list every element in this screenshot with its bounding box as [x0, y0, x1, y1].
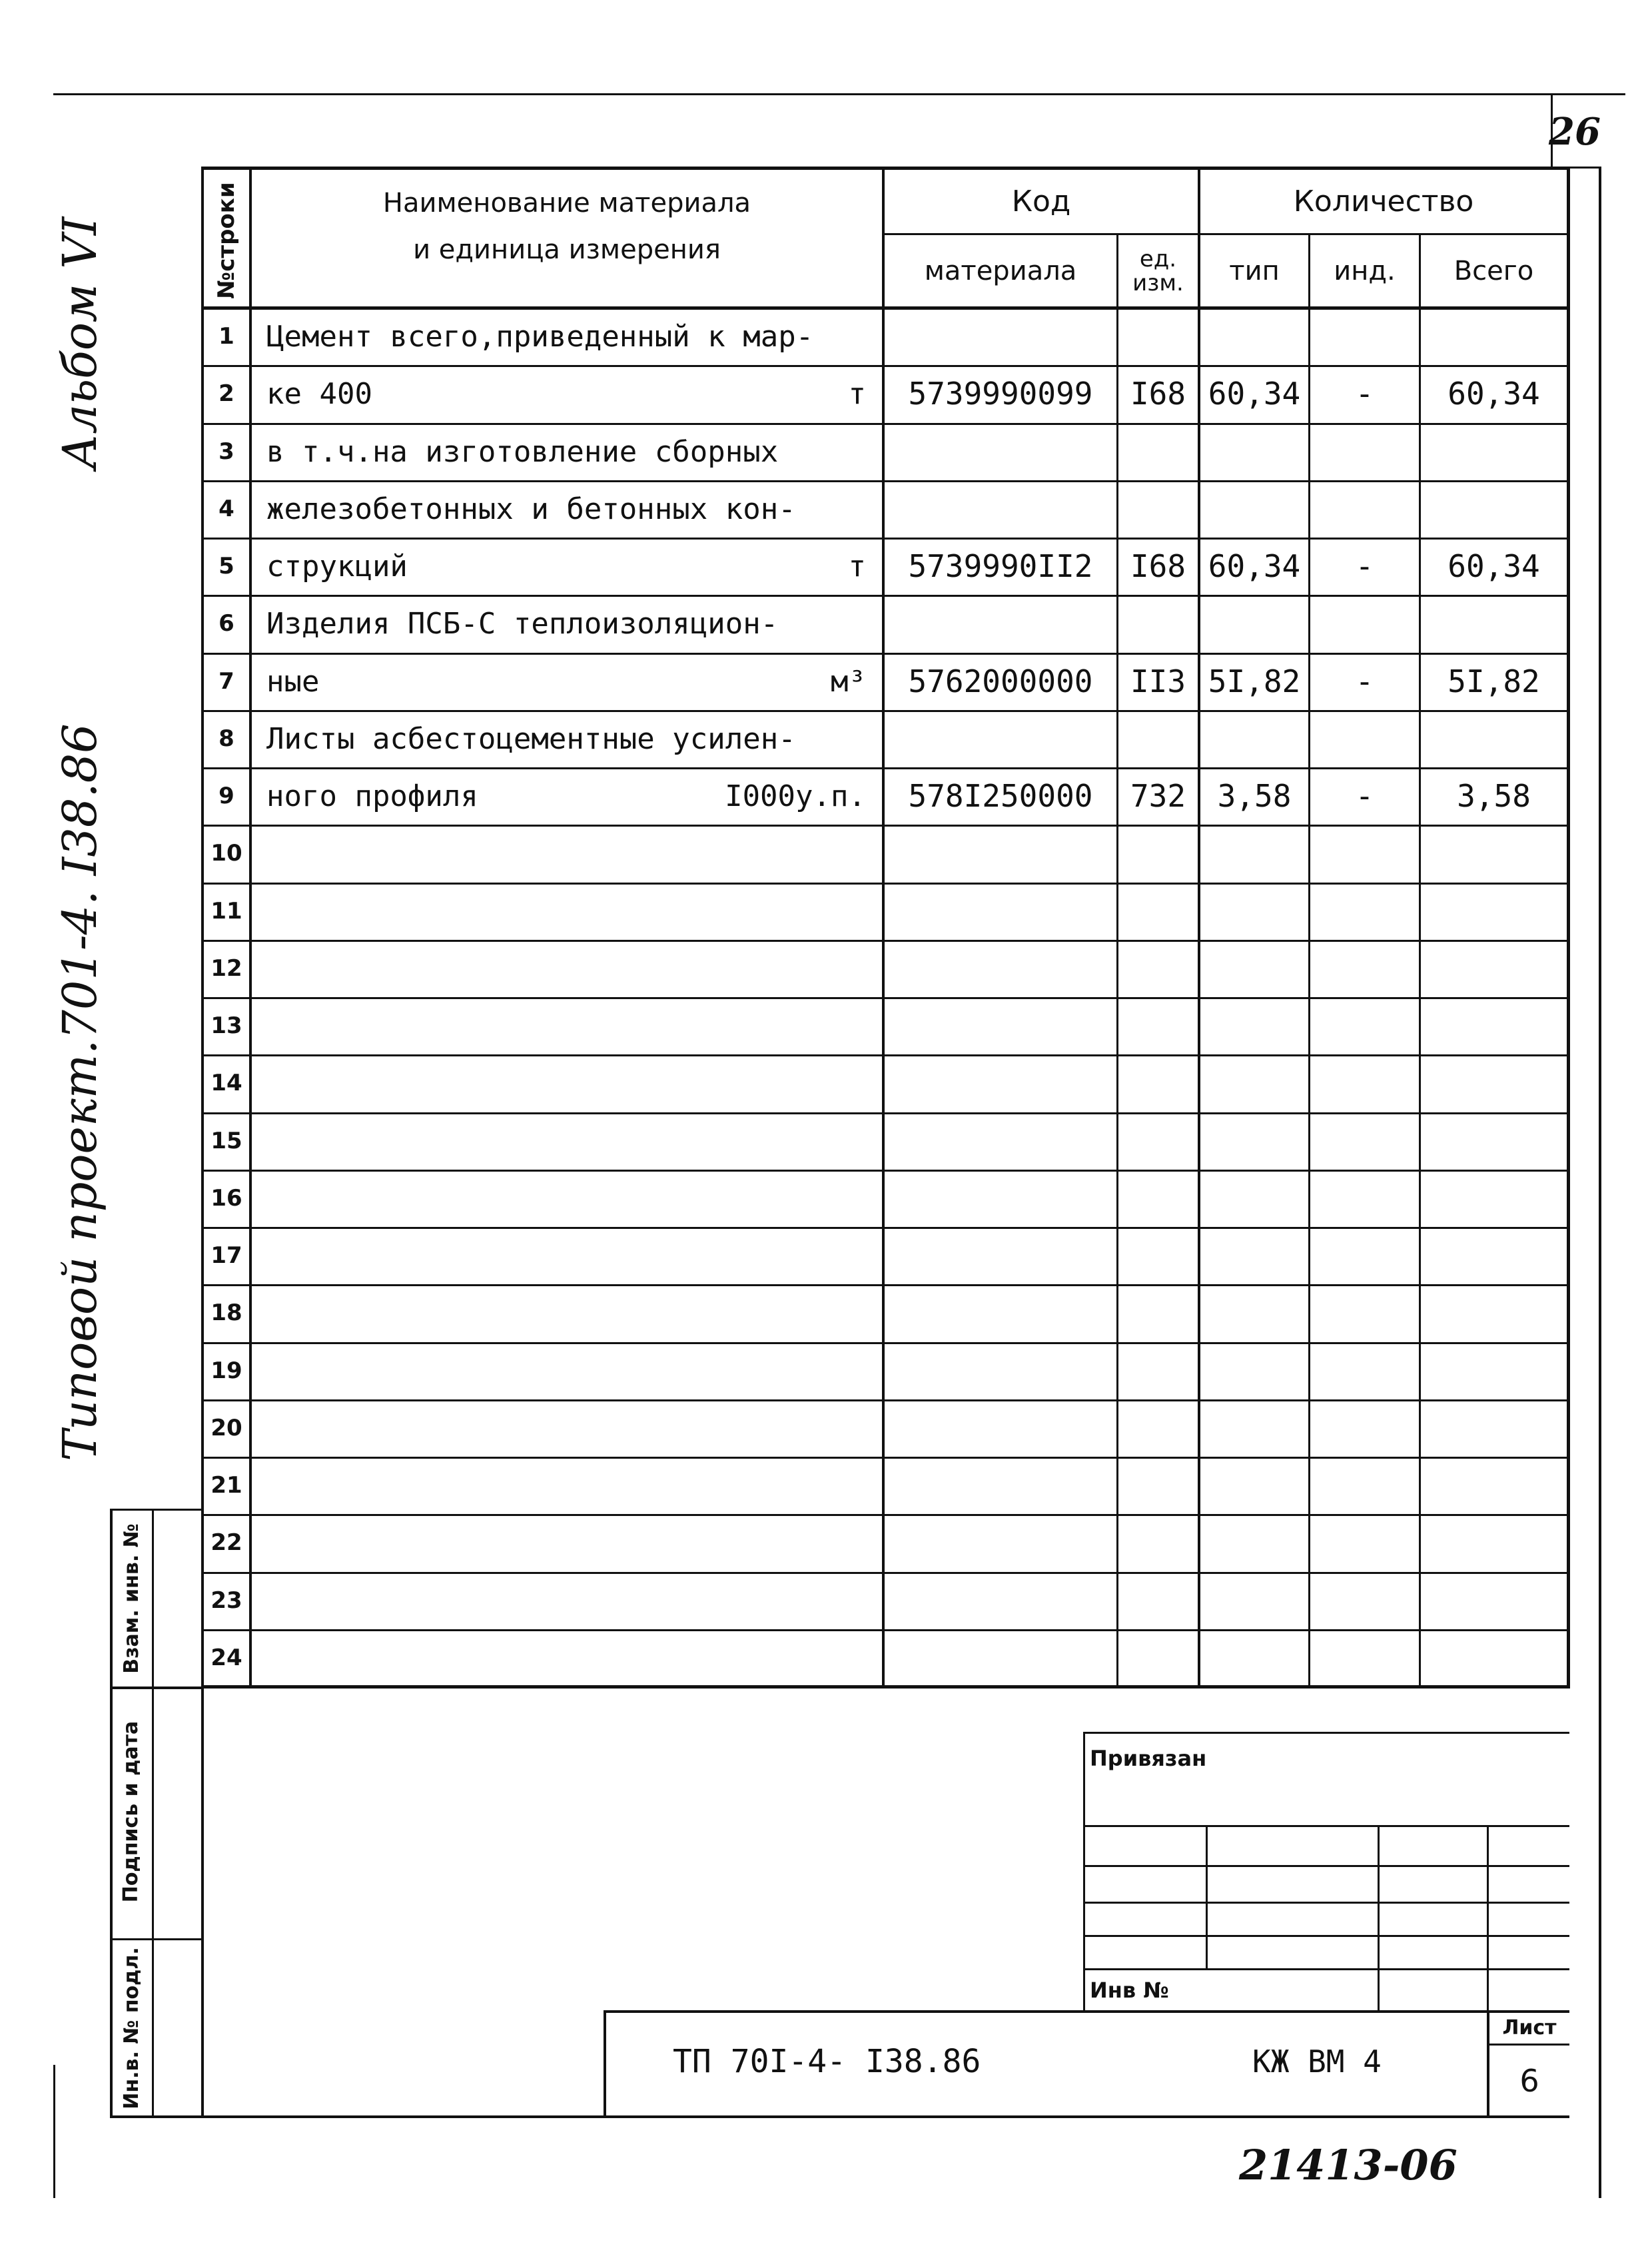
qty-type [1200, 1514, 1308, 1571]
material-name: ные [266, 664, 320, 699]
material-code [885, 825, 1116, 882]
material-code [885, 1227, 1116, 1284]
material-unit [666, 1170, 866, 1227]
material-code [885, 1514, 1116, 1571]
material-unit [666, 1112, 866, 1170]
material-code [885, 883, 1116, 940]
material-name: струкций [266, 549, 408, 583]
row-number: 8 [218, 725, 234, 752]
unit-code [1118, 997, 1198, 1054]
qty-ind [1310, 1514, 1419, 1571]
qty-total [1421, 1572, 1567, 1629]
unit-code [1118, 710, 1198, 767]
row-number: 21 [210, 1472, 242, 1499]
row-number: 19 [210, 1357, 242, 1384]
row-number: 22 [210, 1529, 242, 1556]
material-unit [666, 1284, 866, 1341]
material-unit: т [848, 549, 866, 583]
qty-total [1421, 595, 1567, 652]
material-code [885, 1054, 1116, 1112]
qty-ind [1310, 423, 1419, 480]
qty-total [1421, 1054, 1567, 1112]
qty-ind: - [1355, 548, 1374, 584]
qty-ind [1310, 1399, 1419, 1457]
unit-code [1118, 1457, 1198, 1514]
qty-type [1200, 1112, 1308, 1170]
material-code [885, 595, 1116, 652]
qty-type [1200, 1227, 1308, 1284]
unit-code [1118, 1227, 1198, 1284]
qty-type [1200, 1284, 1308, 1341]
material-unit [666, 1054, 866, 1112]
row-number: 10 [210, 840, 242, 867]
podpis-data-label: Подпись и дата [119, 1720, 143, 1903]
qty-ind [1310, 825, 1419, 882]
qty-total [1421, 940, 1567, 997]
unit-code [1118, 1399, 1198, 1457]
qty-total [1421, 1170, 1567, 1227]
qty-type [1200, 1572, 1308, 1629]
material-unit: м³ [831, 664, 866, 699]
row-number: 9 [218, 783, 234, 809]
unit-code [1118, 1342, 1198, 1399]
material-name: Цемент всего,приведенный к мар- [266, 319, 814, 354]
unit-code [1118, 308, 1198, 365]
qty-type [1200, 423, 1308, 480]
material-unit [666, 1514, 866, 1571]
row-number: 24 [210, 1645, 242, 1671]
material-name: Изделия ПСБ-С теплоизоляцион- [266, 606, 779, 641]
material-code [885, 1629, 1116, 1687]
material-unit [666, 1342, 866, 1399]
material-code [885, 1284, 1116, 1341]
qty-ind [1310, 710, 1419, 767]
list-label: Лист [1502, 2016, 1557, 2040]
material-code [885, 1572, 1116, 1629]
header-row-number: №строки [213, 182, 240, 299]
material-unit [666, 423, 866, 480]
row-number: 5 [218, 553, 234, 579]
qty-type [1200, 825, 1308, 882]
unit-code [1118, 423, 1198, 480]
left-edge-line [53, 2065, 55, 2198]
row-number: 12 [210, 955, 242, 982]
material-name: в т.ч.на изготовление сборных [266, 434, 779, 469]
qty-ind [1310, 997, 1419, 1054]
header-code-unit: ед. изм. [1132, 245, 1184, 296]
qty-total [1421, 308, 1567, 365]
qty-ind [1310, 480, 1419, 538]
qty-type [1200, 1170, 1308, 1227]
qty-type [1200, 940, 1308, 997]
unit-code [1118, 595, 1198, 652]
material-unit [666, 308, 866, 365]
qty-total: 60,34 [1447, 548, 1540, 584]
unit-code: 732 [1130, 778, 1186, 814]
qty-ind: - [1355, 376, 1374, 412]
material-name: ке 400 [266, 376, 372, 411]
qty-total [1421, 825, 1567, 882]
header-name-line2: и единица измерения [413, 234, 721, 265]
qty-total [1421, 1629, 1567, 1687]
unit-code [1118, 1112, 1198, 1170]
row-number: 13 [210, 1012, 242, 1039]
material-unit [666, 1629, 866, 1687]
header-qty-total: Всего [1453, 255, 1534, 286]
qty-ind [1310, 1054, 1419, 1112]
material-code: 5762000000 [908, 663, 1093, 699]
unit-code [1118, 1514, 1198, 1571]
material-unit [666, 710, 866, 767]
qty-ind [1310, 1112, 1419, 1170]
unit-code [1118, 1572, 1198, 1629]
material-unit [666, 825, 866, 882]
qty-ind [1310, 1227, 1419, 1284]
qty-ind [1310, 308, 1419, 365]
material-unit [666, 997, 866, 1054]
qty-type: 60,34 [1208, 548, 1301, 584]
material-code [885, 1170, 1116, 1227]
qty-ind [1310, 1342, 1419, 1399]
material-code [885, 1399, 1116, 1457]
material-unit [666, 1572, 866, 1629]
qty-type [1200, 1342, 1308, 1399]
vzam-inv-label: Взам. инв. № [119, 1523, 143, 1674]
header-qty-type: тип [1229, 255, 1280, 286]
sheet-number-top: 26 [1549, 109, 1601, 154]
material-code: 5739990099 [908, 376, 1093, 412]
unit-code [1118, 480, 1198, 538]
material-unit [666, 940, 866, 997]
section-code: КЖ ВМ 4 [1252, 2044, 1382, 2079]
row-number: 4 [218, 496, 234, 522]
right-border-line [1599, 167, 1601, 2198]
material-name: ного профиля [266, 779, 478, 813]
inv-podl-label: Ин.в. № подл. [119, 1947, 143, 2109]
qty-total [1421, 1514, 1567, 1571]
qty-type [1200, 480, 1308, 538]
unit-code [1118, 1054, 1198, 1112]
material-unit [666, 1227, 866, 1284]
header-code: Код [1011, 185, 1071, 218]
row-number: 23 [210, 1587, 242, 1614]
qty-total: 60,34 [1447, 376, 1540, 412]
qty-type [1200, 1399, 1308, 1457]
unit-code [1118, 1170, 1198, 1227]
material-name: железобетонных и бетонных кон- [266, 492, 796, 526]
material-code [885, 1457, 1116, 1514]
project-label: Типовой проект.701-4. I38.86 [53, 723, 107, 1461]
material-code [885, 710, 1116, 767]
row-number: 3 [218, 438, 234, 465]
qty-type [1200, 308, 1308, 365]
inv-no-label: Инв № [1090, 1978, 1169, 2003]
row-number: 17 [210, 1242, 242, 1269]
unit-code [1118, 883, 1198, 940]
qty-ind: - [1355, 778, 1374, 814]
material-code [885, 940, 1116, 997]
header-quantity: Количество [1293, 185, 1474, 218]
row-number: 14 [210, 1070, 242, 1096]
qty-type [1200, 595, 1308, 652]
row-number: 18 [210, 1300, 242, 1326]
material-unit [666, 1457, 866, 1514]
material-unit: т [848, 376, 866, 411]
qty-total [1421, 1457, 1567, 1514]
material-code [885, 997, 1116, 1054]
qty-total [1421, 1399, 1567, 1457]
material-code [885, 423, 1116, 480]
album-label: Альбом VI [53, 216, 107, 470]
row-number: 6 [218, 610, 234, 637]
row-number: 2 [218, 380, 234, 407]
qty-total [1421, 710, 1567, 767]
unit-code: I68 [1130, 548, 1186, 584]
qty-ind [1310, 1457, 1419, 1514]
material-unit [666, 595, 866, 652]
qty-total: 3,58 [1457, 778, 1531, 814]
material-name: Листы асбестоцементные усилен- [266, 721, 796, 756]
qty-total [1421, 1284, 1567, 1341]
row-number: 1 [218, 323, 234, 350]
qty-total [1421, 423, 1567, 480]
qty-ind [1310, 940, 1419, 997]
qty-total [1421, 1227, 1567, 1284]
qty-type: 3,58 [1217, 778, 1292, 814]
qty-total [1421, 480, 1567, 538]
header-qty-ind: инд. [1334, 255, 1396, 286]
qty-type: 60,34 [1208, 376, 1301, 412]
row-number: 7 [218, 668, 234, 695]
unit-code [1118, 825, 1198, 882]
list-value: 6 [1519, 2063, 1539, 2099]
qty-ind [1310, 1629, 1419, 1687]
qty-ind [1310, 1284, 1419, 1341]
header-code-material: материала [924, 255, 1077, 286]
material-unit [666, 883, 866, 940]
qty-type [1200, 710, 1308, 767]
unit-code: II3 [1130, 663, 1186, 699]
qty-type [1200, 1054, 1308, 1112]
bottom-number: 21413-06 [1239, 2140, 1457, 2189]
qty-type: 5I,82 [1208, 663, 1301, 699]
material-unit [666, 1399, 866, 1457]
privyazan-label: Привязан [1090, 1746, 1207, 1771]
material-code: 5739990II2 [908, 548, 1093, 584]
unit-code [1118, 940, 1198, 997]
qty-ind [1310, 595, 1419, 652]
top-border-line [53, 93, 1625, 95]
row-number: 16 [210, 1185, 242, 1212]
qty-ind: - [1355, 663, 1374, 699]
unit-code [1118, 1629, 1198, 1687]
material-code [885, 1342, 1116, 1399]
row-number: 11 [210, 898, 242, 925]
row-number: 20 [210, 1415, 242, 1441]
unit-code [1118, 1284, 1198, 1341]
qty-total [1421, 1112, 1567, 1170]
qty-type [1200, 997, 1308, 1054]
qty-ind [1310, 883, 1419, 940]
qty-total: 5I,82 [1447, 663, 1540, 699]
qty-type [1200, 1629, 1308, 1687]
qty-ind [1310, 1572, 1419, 1629]
header-name-line1: Наименование материала [382, 188, 751, 218]
material-unit [666, 480, 866, 538]
material-code [885, 1112, 1116, 1170]
qty-type [1200, 883, 1308, 940]
qty-type [1200, 1457, 1308, 1514]
qty-total [1421, 1342, 1567, 1399]
qty-total [1421, 997, 1567, 1054]
designation: ТП 70I-4- I38.86 [673, 2043, 981, 2080]
material-code [885, 480, 1116, 538]
material-code: 578I250000 [908, 778, 1093, 814]
unit-code: I68 [1130, 376, 1186, 412]
qty-total [1421, 883, 1567, 940]
material-code [885, 308, 1116, 365]
qty-ind [1310, 1170, 1419, 1227]
row-number: 15 [210, 1128, 242, 1154]
material-unit: I000у.п. [725, 779, 866, 813]
